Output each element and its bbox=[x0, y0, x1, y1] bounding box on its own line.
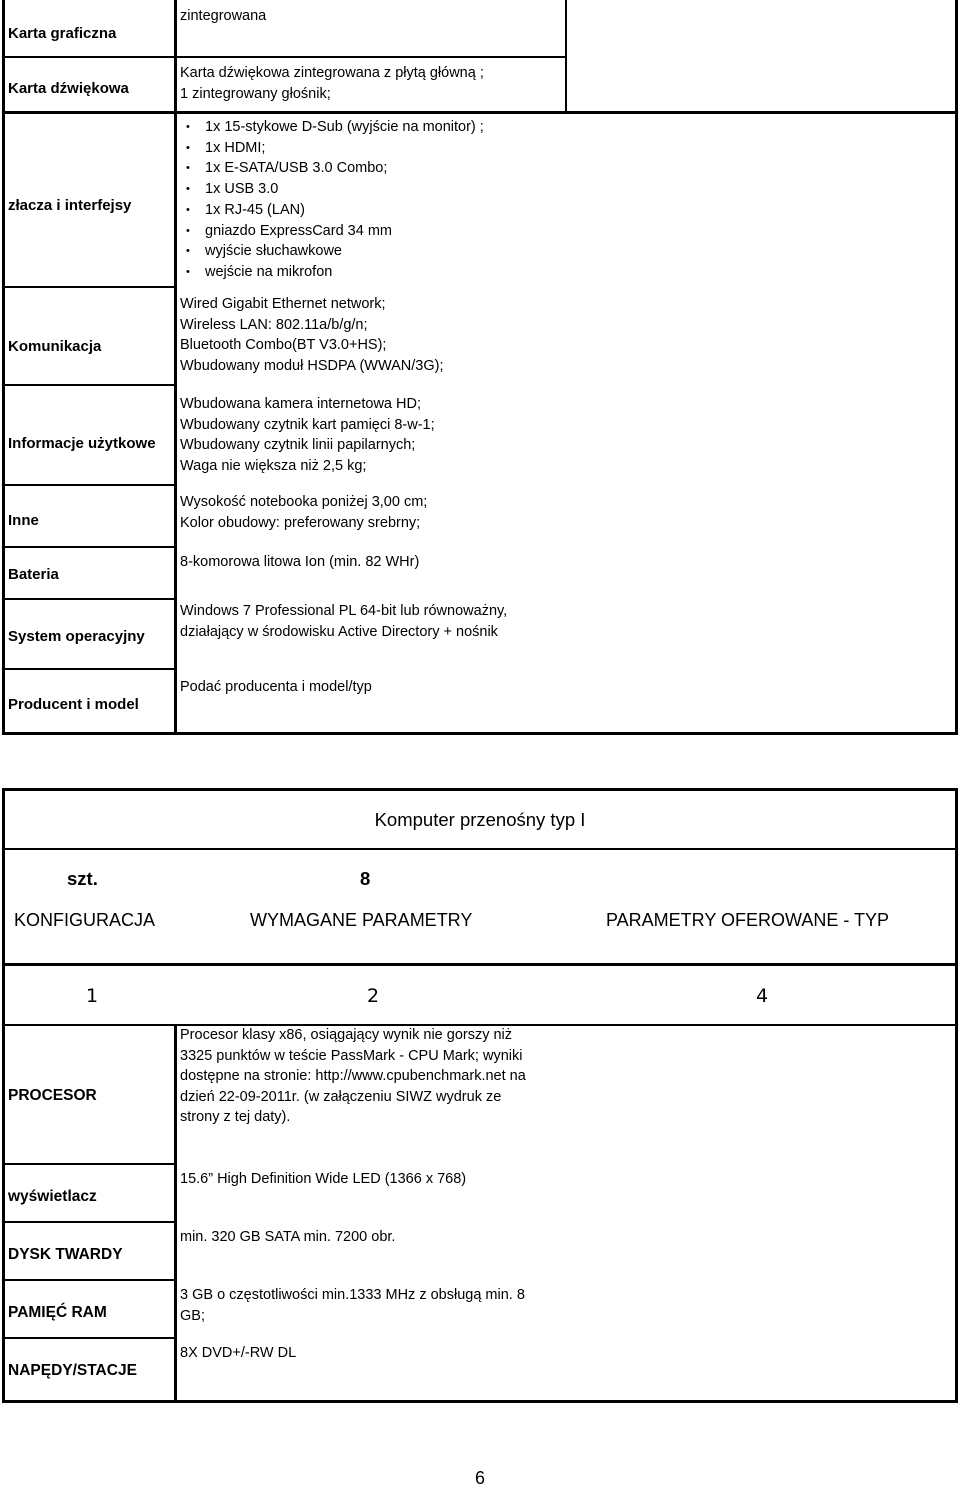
section-title: Komputer przenośny typ I bbox=[374, 809, 586, 830]
text-line: Waga nie większa niż 2,5 kg; bbox=[180, 457, 367, 474]
page-number: 6 bbox=[474, 1468, 485, 1488]
text-line: Wbudowany czytnik linii papilarnych; bbox=[180, 437, 416, 453]
qty-value: 8 bbox=[360, 868, 371, 889]
text-line: 1 zintegrowany głośnik; bbox=[180, 85, 331, 102]
list-item: • 1x 15-stykowe D-Sub (wyjście na monitor) ; bbox=[180, 117, 484, 138]
list-item: • 1x RJ-45 (LAN) bbox=[180, 200, 484, 221]
row-value-ram bbox=[180, 1285, 525, 1326]
text-line: 3 GB o częstotliwości min.1333 MHz z obsługą min. 8 bbox=[180, 1287, 525, 1303]
text-line: Kolor obudowy: preferowany srebrny; bbox=[180, 514, 421, 531]
header-offered: PARAMETRY OFEROWANE - TYP bbox=[606, 910, 890, 930]
column-number-4: 4 bbox=[756, 985, 769, 1007]
row-value-drives: 8X DVD+/-RW DL bbox=[180, 1345, 297, 1361]
row-label-sound: Karta dźwiękowa bbox=[8, 80, 129, 97]
row-label-ram: PAMIĘĆ RAM bbox=[8, 1304, 107, 1321]
row-value-communication bbox=[180, 294, 444, 376]
text-line: Karta dźwiękowa zintegrowana z płytą główną ; bbox=[180, 65, 484, 81]
column-number-2: 2 bbox=[367, 985, 380, 1007]
row-value-hard-drive: min. 320 GB SATA min. 7200 obr. bbox=[180, 1229, 396, 1245]
row-value-processor bbox=[180, 1025, 526, 1128]
row-label-ports: złacza i interfejsy bbox=[8, 197, 132, 214]
list-item: • 1x HDMI; bbox=[180, 138, 484, 159]
text-line: 3325 punktów w teście PassMark - CPU Mark; wyniki bbox=[180, 1047, 523, 1064]
row-label-battery: Bateria bbox=[8, 566, 59, 583]
text-line: Windows 7 Professional PL 64-bit lub równoważny, bbox=[180, 603, 508, 619]
row-label-other: Inne bbox=[8, 512, 39, 529]
text-line: Procesor klasy x86, osiągający wynik nie gorszy niż bbox=[180, 1027, 513, 1043]
text-line: dzień 22-09-2011r. (w załączeniu SIWZ wydruk ze bbox=[180, 1088, 502, 1105]
row-label-manufacturer: Producent i model bbox=[8, 696, 139, 713]
header-required: WYMAGANE PARAMETRY bbox=[250, 910, 473, 930]
row-value-os bbox=[180, 601, 507, 642]
row-value-user-info bbox=[180, 394, 435, 476]
text-line: działający w środowisku Active Directory + nośnik bbox=[180, 623, 498, 640]
text-line: Bluetooth Combo(BT V3.0+HS); bbox=[180, 337, 387, 353]
text-line: Wysokość notebooka poniżej 3,00 cm; bbox=[180, 494, 428, 510]
row-label-drives: NAPĘDY/STACJE bbox=[8, 1362, 137, 1379]
list-item: • 1x E-SATA/USB 3.0 Combo; bbox=[180, 158, 484, 179]
row-label-communication: Komunikacja bbox=[8, 338, 102, 355]
text-line: Wbudowany moduł HSDPA (WWAN/3G); bbox=[180, 357, 444, 374]
header-configuration: KONFIGURACJA bbox=[14, 910, 156, 930]
list-item: • wyjście słuchawkowe bbox=[180, 241, 484, 262]
row-value-display: 15.6” High Definition Wide LED (1366 x 768) bbox=[180, 1171, 467, 1187]
row-value-sound bbox=[180, 63, 484, 104]
row-label-user-info: Informacje użytkowe bbox=[8, 435, 156, 452]
text-line: Wired Gigabit Ethernet network; bbox=[180, 296, 386, 312]
column-number-1: 1 bbox=[86, 985, 99, 1007]
row-value-graphics: zintegrowana bbox=[180, 8, 267, 24]
row-value-manufacturer: Podać producenta i model/typ bbox=[180, 679, 372, 695]
row-label-graphics: Karta graficzna bbox=[8, 25, 117, 42]
list-item: • wejście na mikrofon bbox=[180, 262, 484, 283]
ports-list bbox=[180, 117, 484, 283]
row-value-other bbox=[180, 492, 427, 533]
text-line: GB; bbox=[180, 1307, 205, 1324]
text-line: strony z tej daty). bbox=[180, 1109, 291, 1125]
qty-label: szt. bbox=[67, 868, 98, 889]
row-label-os: System operacyjny bbox=[8, 628, 145, 645]
row-label-hard-drive: DYSK TWARDY bbox=[8, 1246, 123, 1263]
list-item: • gniazdo ExpressCard 34 mm bbox=[180, 221, 484, 242]
text-line: Wbudowana kamera internetowa HD; bbox=[180, 396, 421, 412]
row-value-battery: 8-komorowa litowa Ion (min. 82 WHr) bbox=[180, 554, 420, 570]
row-label-processor: PROCESOR bbox=[8, 1087, 97, 1104]
row-label-display: wyświetlacz bbox=[8, 1188, 97, 1205]
text-line: Wireless LAN: 802.11a/b/g/n; bbox=[180, 316, 368, 333]
list-item: • 1x USB 3.0 bbox=[180, 179, 484, 200]
text-line: dostępne na stronie: http://www.cpubenchmark.net na bbox=[180, 1068, 526, 1084]
text-line: Wbudowany czytnik kart pamięci 8-w-1; bbox=[180, 416, 435, 433]
